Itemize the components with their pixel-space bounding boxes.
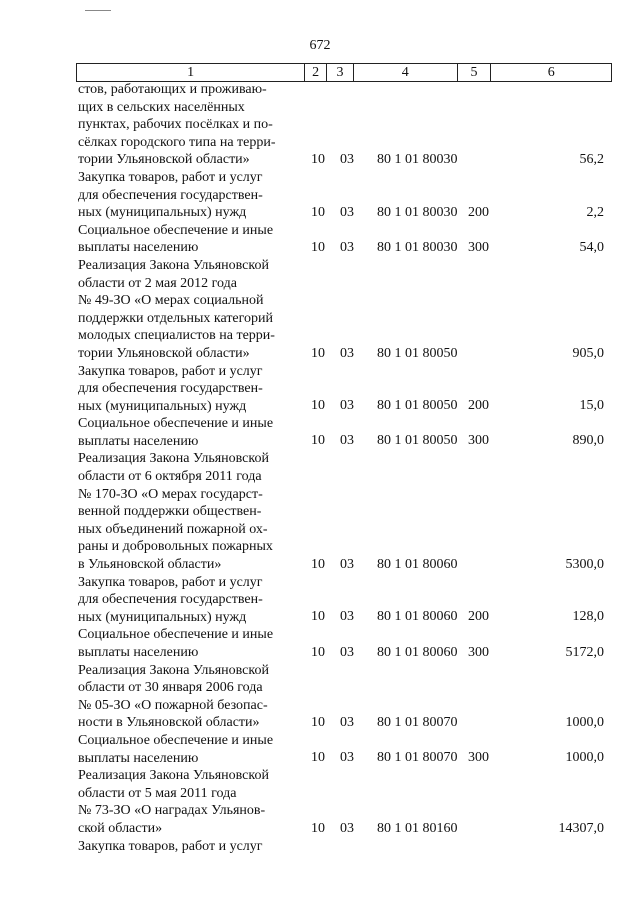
target-article-code: 80 1 01 80030 — [377, 151, 458, 167]
section-code: 10 — [311, 345, 325, 361]
subsection-code: 03 — [340, 644, 354, 660]
description-line: в Ульяновской области» — [78, 557, 222, 573]
expense-type-code: 300 — [468, 644, 489, 660]
row-codes — [78, 837, 612, 855]
target-article-code: 80 1 01 80030 — [377, 239, 458, 255]
description-line: выплаты населению — [78, 750, 199, 766]
amount-value: 14307,0 — [558, 820, 604, 836]
amount-value: 15,0 — [579, 398, 604, 414]
target-article-code: 80 1 01 80050 — [377, 345, 458, 361]
row-codes — [78, 345, 612, 363]
description-line: ных (муниципальных) нужд — [78, 609, 247, 625]
section-code: 10 — [311, 644, 325, 660]
target-article-code: 80 1 01 80070 — [377, 714, 458, 730]
description-line: венной поддержки обществен- — [78, 504, 262, 520]
row-codes — [78, 644, 612, 662]
description-line: Реализация Закона Ульяновской — [78, 257, 269, 273]
description-line: ных (муниципальных) нужд — [78, 398, 247, 414]
table-row — [78, 222, 612, 257]
subsection-code: 03 — [340, 820, 354, 836]
amount-value: 1000,0 — [565, 750, 604, 766]
description-line: для обеспечения государствен- — [78, 592, 263, 608]
description-line: Закупка товаров, работ и услуг — [78, 574, 263, 590]
description-line: тории Ульяновской области» — [78, 345, 250, 361]
row-codes — [78, 714, 612, 732]
subsection-code: 03 — [340, 714, 354, 730]
expense-type-code: 300 — [468, 750, 489, 766]
description-line: для обеспечения государствен- — [78, 187, 263, 203]
target-article-code: 80 1 01 80050 — [377, 433, 458, 449]
description-line: выплаты населению — [78, 645, 199, 660]
table-row — [78, 626, 612, 661]
target-article-code: 80 1 01 80030 — [377, 204, 458, 220]
amount-value: 890,0 — [572, 433, 604, 449]
target-article-code: 80 1 01 80070 — [377, 750, 458, 766]
amount-value: 56,2 — [579, 151, 604, 167]
section-code: 10 — [311, 239, 325, 255]
section-code: 10 — [311, 556, 325, 572]
page-number: 672 — [309, 38, 331, 53]
table-row — [78, 838, 612, 856]
column-header-4: 4 — [354, 64, 458, 81]
description-line: щих в сельских населённых — [78, 99, 245, 115]
section-code: 10 — [311, 151, 325, 167]
subsection-code: 03 — [340, 433, 354, 449]
table-row — [78, 363, 612, 416]
table-row — [78, 767, 612, 837]
column-header-5: 5 — [458, 64, 492, 81]
column-header-3: 3 — [327, 64, 354, 81]
table-row — [78, 415, 612, 450]
description-line: ных (муниципальных) нужд — [78, 205, 247, 221]
subsection-code: 03 — [340, 345, 354, 361]
table-row — [78, 81, 612, 169]
row-codes — [78, 151, 612, 169]
description-line: ности в Ульяновской области» — [78, 715, 260, 731]
subsection-code: 03 — [340, 151, 354, 167]
description-line: № 170-ЗО «О мерах государст- — [78, 486, 263, 502]
description-line: Социальное обеспечение и иные — [78, 416, 274, 432]
description-line: сёлках городского типа на терри- — [78, 134, 276, 150]
description-line: поддержки отдельных категорий — [78, 310, 274, 326]
target-article-code: 80 1 01 80060 — [377, 556, 458, 572]
section-code: 10 — [311, 204, 325, 220]
row-codes — [78, 820, 612, 838]
description-line: № 05-ЗО «О пожарной безопас- — [78, 697, 268, 713]
row-codes — [78, 432, 612, 450]
row-codes — [78, 608, 612, 626]
table-row — [78, 169, 612, 222]
budget-table-body — [78, 81, 612, 855]
expense-type-code: 200 — [468, 609, 489, 625]
table-row — [78, 450, 612, 573]
subsection-code: 03 — [340, 609, 354, 625]
scan-mark — [85, 10, 111, 11]
description-line: для обеспечения государствен- — [78, 381, 263, 397]
amount-value: 128,0 — [572, 609, 604, 625]
section-code: 10 — [311, 398, 325, 414]
description-line: № 49-ЗО «О мерах социальной — [78, 293, 264, 309]
amount-value: 5172,0 — [565, 644, 604, 660]
description-line: Социальное обеспечение и иные — [78, 627, 274, 643]
description-line: ской области» — [78, 820, 163, 836]
description-line: Реализация Закона Ульяновской — [78, 662, 269, 678]
description-line: выплаты населению — [78, 240, 199, 256]
amount-value: 905,0 — [572, 345, 604, 361]
description-line: тории Ульяновской области» — [78, 152, 250, 168]
column-header-1: 1 — [77, 64, 305, 81]
description-line: Закупка товаров, работ и услуг — [78, 838, 263, 854]
column-header-2: 2 — [305, 64, 327, 81]
target-article-code: 80 1 01 80160 — [377, 820, 458, 836]
target-article-code: 80 1 01 80060 — [377, 609, 458, 625]
description-line: стов, работающих и проживаю- — [78, 82, 267, 97]
row-codes — [78, 397, 612, 415]
description-line: № 73-ЗО «О наградах Ульянов- — [78, 803, 266, 819]
row-codes — [78, 749, 612, 767]
amount-value: 2,2 — [586, 204, 604, 220]
section-code: 10 — [311, 750, 325, 766]
table-row — [78, 574, 612, 627]
description-line: области от 2 мая 2012 года — [78, 275, 237, 291]
table-row — [78, 257, 612, 363]
subsection-code: 03 — [340, 398, 354, 414]
expense-type-code: 200 — [468, 398, 489, 414]
description-line: выплаты населению — [78, 433, 199, 449]
description-line: Реализация Закона Ульяновской — [78, 768, 269, 784]
table-row — [78, 732, 612, 767]
description-line: Социальное обеспечение и иные — [78, 732, 274, 748]
column-header-6: 6 — [547, 65, 555, 80]
section-code: 10 — [311, 820, 325, 836]
description-line: ных объединений пожарной ох- — [78, 521, 268, 537]
subsection-code: 03 — [340, 556, 354, 572]
table-header — [76, 63, 612, 82]
description-line: Социальное обеспечение и иные — [78, 222, 274, 238]
table-row — [78, 662, 612, 732]
amount-value: 5300,0 — [565, 556, 604, 572]
expense-type-code: 200 — [468, 204, 489, 220]
section-code: 10 — [311, 609, 325, 625]
description-line: раны и добровольных пожарных — [78, 539, 273, 555]
description-line: молодых специалистов на терри- — [78, 328, 275, 344]
row-codes — [78, 556, 612, 574]
section-code: 10 — [311, 714, 325, 730]
subsection-code: 03 — [340, 750, 354, 766]
target-article-code: 80 1 01 80050 — [377, 398, 458, 414]
subsection-code: 03 — [340, 204, 354, 220]
expense-type-code: 300 — [468, 433, 489, 449]
description-line: пунктах, рабочих посёлках и по- — [78, 117, 273, 133]
row-codes — [78, 204, 612, 222]
description-line: Закупка товаров, работ и услуг — [78, 363, 263, 379]
description-line: области от 5 мая 2011 года — [78, 785, 237, 801]
section-code: 10 — [311, 433, 325, 449]
description-line: Закупка товаров, работ и услуг — [78, 169, 263, 185]
expense-type-code: 300 — [468, 239, 489, 255]
amount-value: 1000,0 — [565, 714, 604, 730]
description-line: области от 6 октября 2011 года — [78, 469, 262, 485]
amount-value: 54,0 — [579, 239, 604, 255]
target-article-code: 80 1 01 80060 — [377, 644, 458, 660]
description-line: Реализация Закона Ульяновской — [78, 451, 269, 467]
description-line: области от 30 января 2006 года — [78, 680, 263, 696]
row-codes — [78, 239, 612, 257]
subsection-code: 03 — [340, 239, 354, 255]
